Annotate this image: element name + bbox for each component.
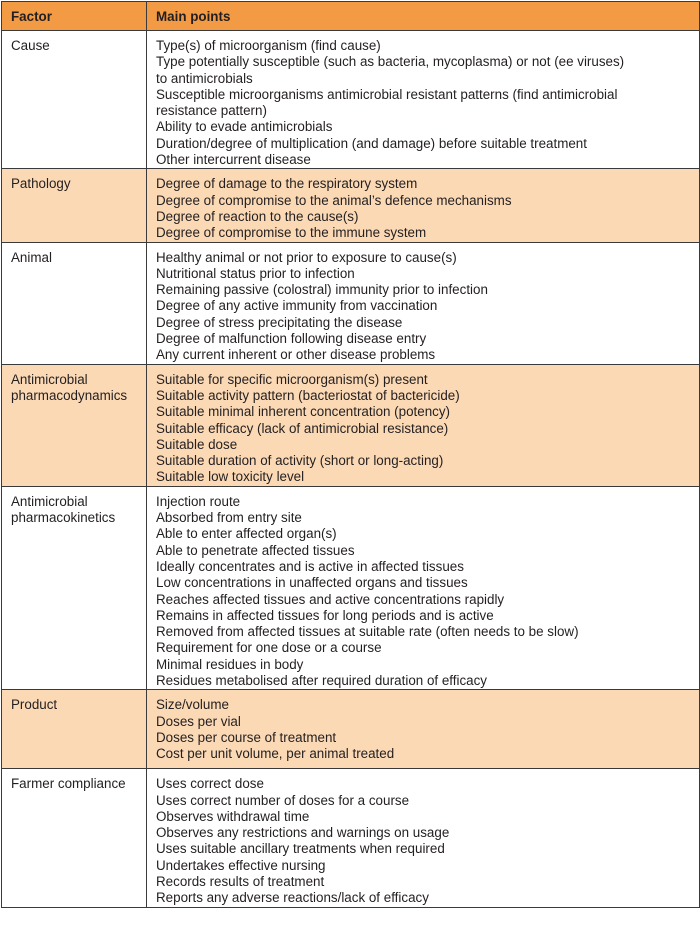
factor-cell bbox=[2, 486, 147, 690]
list-item: Nutritional status prior to infection bbox=[156, 265, 355, 281]
list-item: Degree of compromise to the animal’s defence mechanisms bbox=[156, 192, 512, 208]
list-item: Ability to evade antimicrobials bbox=[156, 119, 333, 135]
header-main-points: Main points bbox=[147, 2, 700, 31]
factor-cell bbox=[2, 364, 147, 486]
factor-label: Pathology bbox=[11, 176, 71, 192]
list-item: Suitable efficacy (lack of antimicrobial resistance) bbox=[156, 420, 449, 436]
factor-label: Antimicrobial bbox=[11, 371, 88, 387]
list-item: Suitable activity pattern (bacteriostat of bactericide) bbox=[156, 387, 460, 403]
list-item: Degree of malfunction following disease entry bbox=[156, 331, 427, 347]
points-cell bbox=[147, 169, 700, 242]
list-item: Records results of treatment bbox=[156, 874, 325, 890]
factor-cell bbox=[2, 242, 147, 364]
list-item: Susceptible microorganisms antimicrobial resistant patterns (find antimicrobial bbox=[156, 86, 618, 102]
list-item: Suitable for specific microorganism(s) present bbox=[156, 371, 428, 387]
points-list bbox=[156, 697, 699, 762]
list-item: Undertakes effective nursing bbox=[156, 857, 326, 873]
list-item: Duration/degree of multiplication (and damage) before suitable treatment bbox=[156, 135, 587, 151]
list-item: Type potentially susceptible (such as bacteria, mycoplasma) or not (ee viruses) bbox=[156, 54, 625, 70]
table-row bbox=[2, 169, 700, 242]
points-list bbox=[156, 372, 699, 486]
list-item: Type(s) of microorganism (find cause) bbox=[156, 38, 381, 53]
points-cell bbox=[147, 769, 700, 908]
factor-label: Animal bbox=[11, 249, 52, 265]
table-row bbox=[2, 364, 700, 486]
table-row bbox=[2, 690, 700, 769]
table-row bbox=[2, 769, 700, 908]
list-item: Other intercurrent disease bbox=[156, 152, 311, 168]
list-item: Injection route bbox=[156, 493, 241, 509]
list-item: Minimal residues in body bbox=[156, 656, 304, 672]
list-item: Ideally concentrates and is active in affected tissues bbox=[156, 558, 464, 574]
list-item: Residues metabolised after required duration of efficacy bbox=[156, 672, 487, 688]
factor-cell bbox=[2, 169, 147, 242]
list-item: Degree of damage to the respiratory system bbox=[156, 176, 418, 192]
list-item: Uses suitable ancillary treatments when required bbox=[156, 841, 445, 857]
table-body bbox=[2, 31, 700, 908]
list-item: Uses correct dose bbox=[156, 776, 264, 792]
list-item: Cost per unit volume, per animal treated bbox=[156, 746, 395, 762]
list-item: Any current inherent or other disease problems bbox=[156, 347, 436, 363]
list-item: Requirement for one dose or a course bbox=[156, 640, 382, 656]
factor-label: Cause bbox=[11, 38, 50, 53]
list-item: Observes any restrictions and warnings on usage bbox=[156, 825, 450, 841]
list-item: Suitable minimal inherent concentration (potency) bbox=[156, 404, 451, 420]
points-cell bbox=[147, 31, 700, 169]
list-item: Doses per vial bbox=[156, 713, 241, 729]
header-factor: Factor bbox=[2, 2, 147, 31]
factor-cell bbox=[2, 769, 147, 908]
points-cell bbox=[147, 486, 700, 690]
points-cell bbox=[147, 242, 700, 364]
list-item: Observes withdrawal time bbox=[156, 808, 310, 824]
factor-table bbox=[1, 1, 700, 908]
list-item: resistance pattern) bbox=[156, 103, 267, 119]
list-item: Size/volume bbox=[156, 697, 229, 713]
list-item: Removed from affected tissues at suitable rate (often needs to be slow) bbox=[156, 624, 579, 640]
factor-cell bbox=[2, 690, 147, 769]
table-row bbox=[2, 242, 700, 364]
list-item: Suitable low toxicity level bbox=[156, 469, 305, 485]
points-list bbox=[156, 494, 699, 690]
list-item: Degree of stress precipitating the disease bbox=[156, 314, 403, 330]
list-item: Healthy animal or not prior to exposure to cause(s) bbox=[156, 249, 457, 265]
table-row bbox=[2, 31, 700, 169]
points-list bbox=[156, 776, 699, 906]
list-item: Reports any adverse reactions/lack of efficacy bbox=[156, 890, 429, 906]
points-cell bbox=[147, 364, 700, 486]
list-item: Remaining passive (colostral) immunity prior to infection bbox=[156, 282, 488, 298]
list-item: Degree of any active immunity from vaccination bbox=[156, 298, 438, 314]
list-item: Doses per course of treatment bbox=[156, 729, 337, 745]
factor-label: Farmer compliance bbox=[11, 776, 126, 792]
points-cell bbox=[147, 690, 700, 769]
list-item: Degree of reaction to the cause(s) bbox=[156, 208, 359, 224]
list-item: to antimicrobials bbox=[156, 70, 253, 86]
factor-label: Product bbox=[11, 697, 58, 713]
factor-label: Antimicrobial bbox=[11, 493, 88, 509]
list-item: Able to penetrate affected tissues bbox=[156, 542, 355, 558]
points-list bbox=[156, 176, 699, 241]
list-item: Degree of compromise to the immune system bbox=[156, 225, 427, 241]
points-list bbox=[156, 250, 699, 364]
list-item: Suitable duration of activity (short or long-acting) bbox=[156, 453, 444, 469]
table-header-row bbox=[2, 2, 700, 31]
factor-label: pharmacokinetics bbox=[11, 510, 116, 526]
list-item: Able to enter affected organ(s) bbox=[156, 526, 337, 542]
table-row bbox=[2, 486, 700, 690]
points-list bbox=[156, 38, 699, 168]
factor-cell bbox=[2, 31, 147, 169]
factor-label: pharmacodynamics bbox=[11, 387, 128, 403]
list-item: Uses correct number of doses for a course bbox=[156, 792, 410, 808]
list-item: Absorbed from entry site bbox=[156, 510, 302, 526]
list-item: Low concentrations in unaffected organs and tissues bbox=[156, 575, 468, 591]
list-item: Reaches affected tissues and active concentrations rapidly bbox=[156, 591, 505, 607]
list-item: Remains in affected tissues for long periods and is active bbox=[156, 607, 494, 623]
list-item: Suitable dose bbox=[156, 436, 238, 452]
